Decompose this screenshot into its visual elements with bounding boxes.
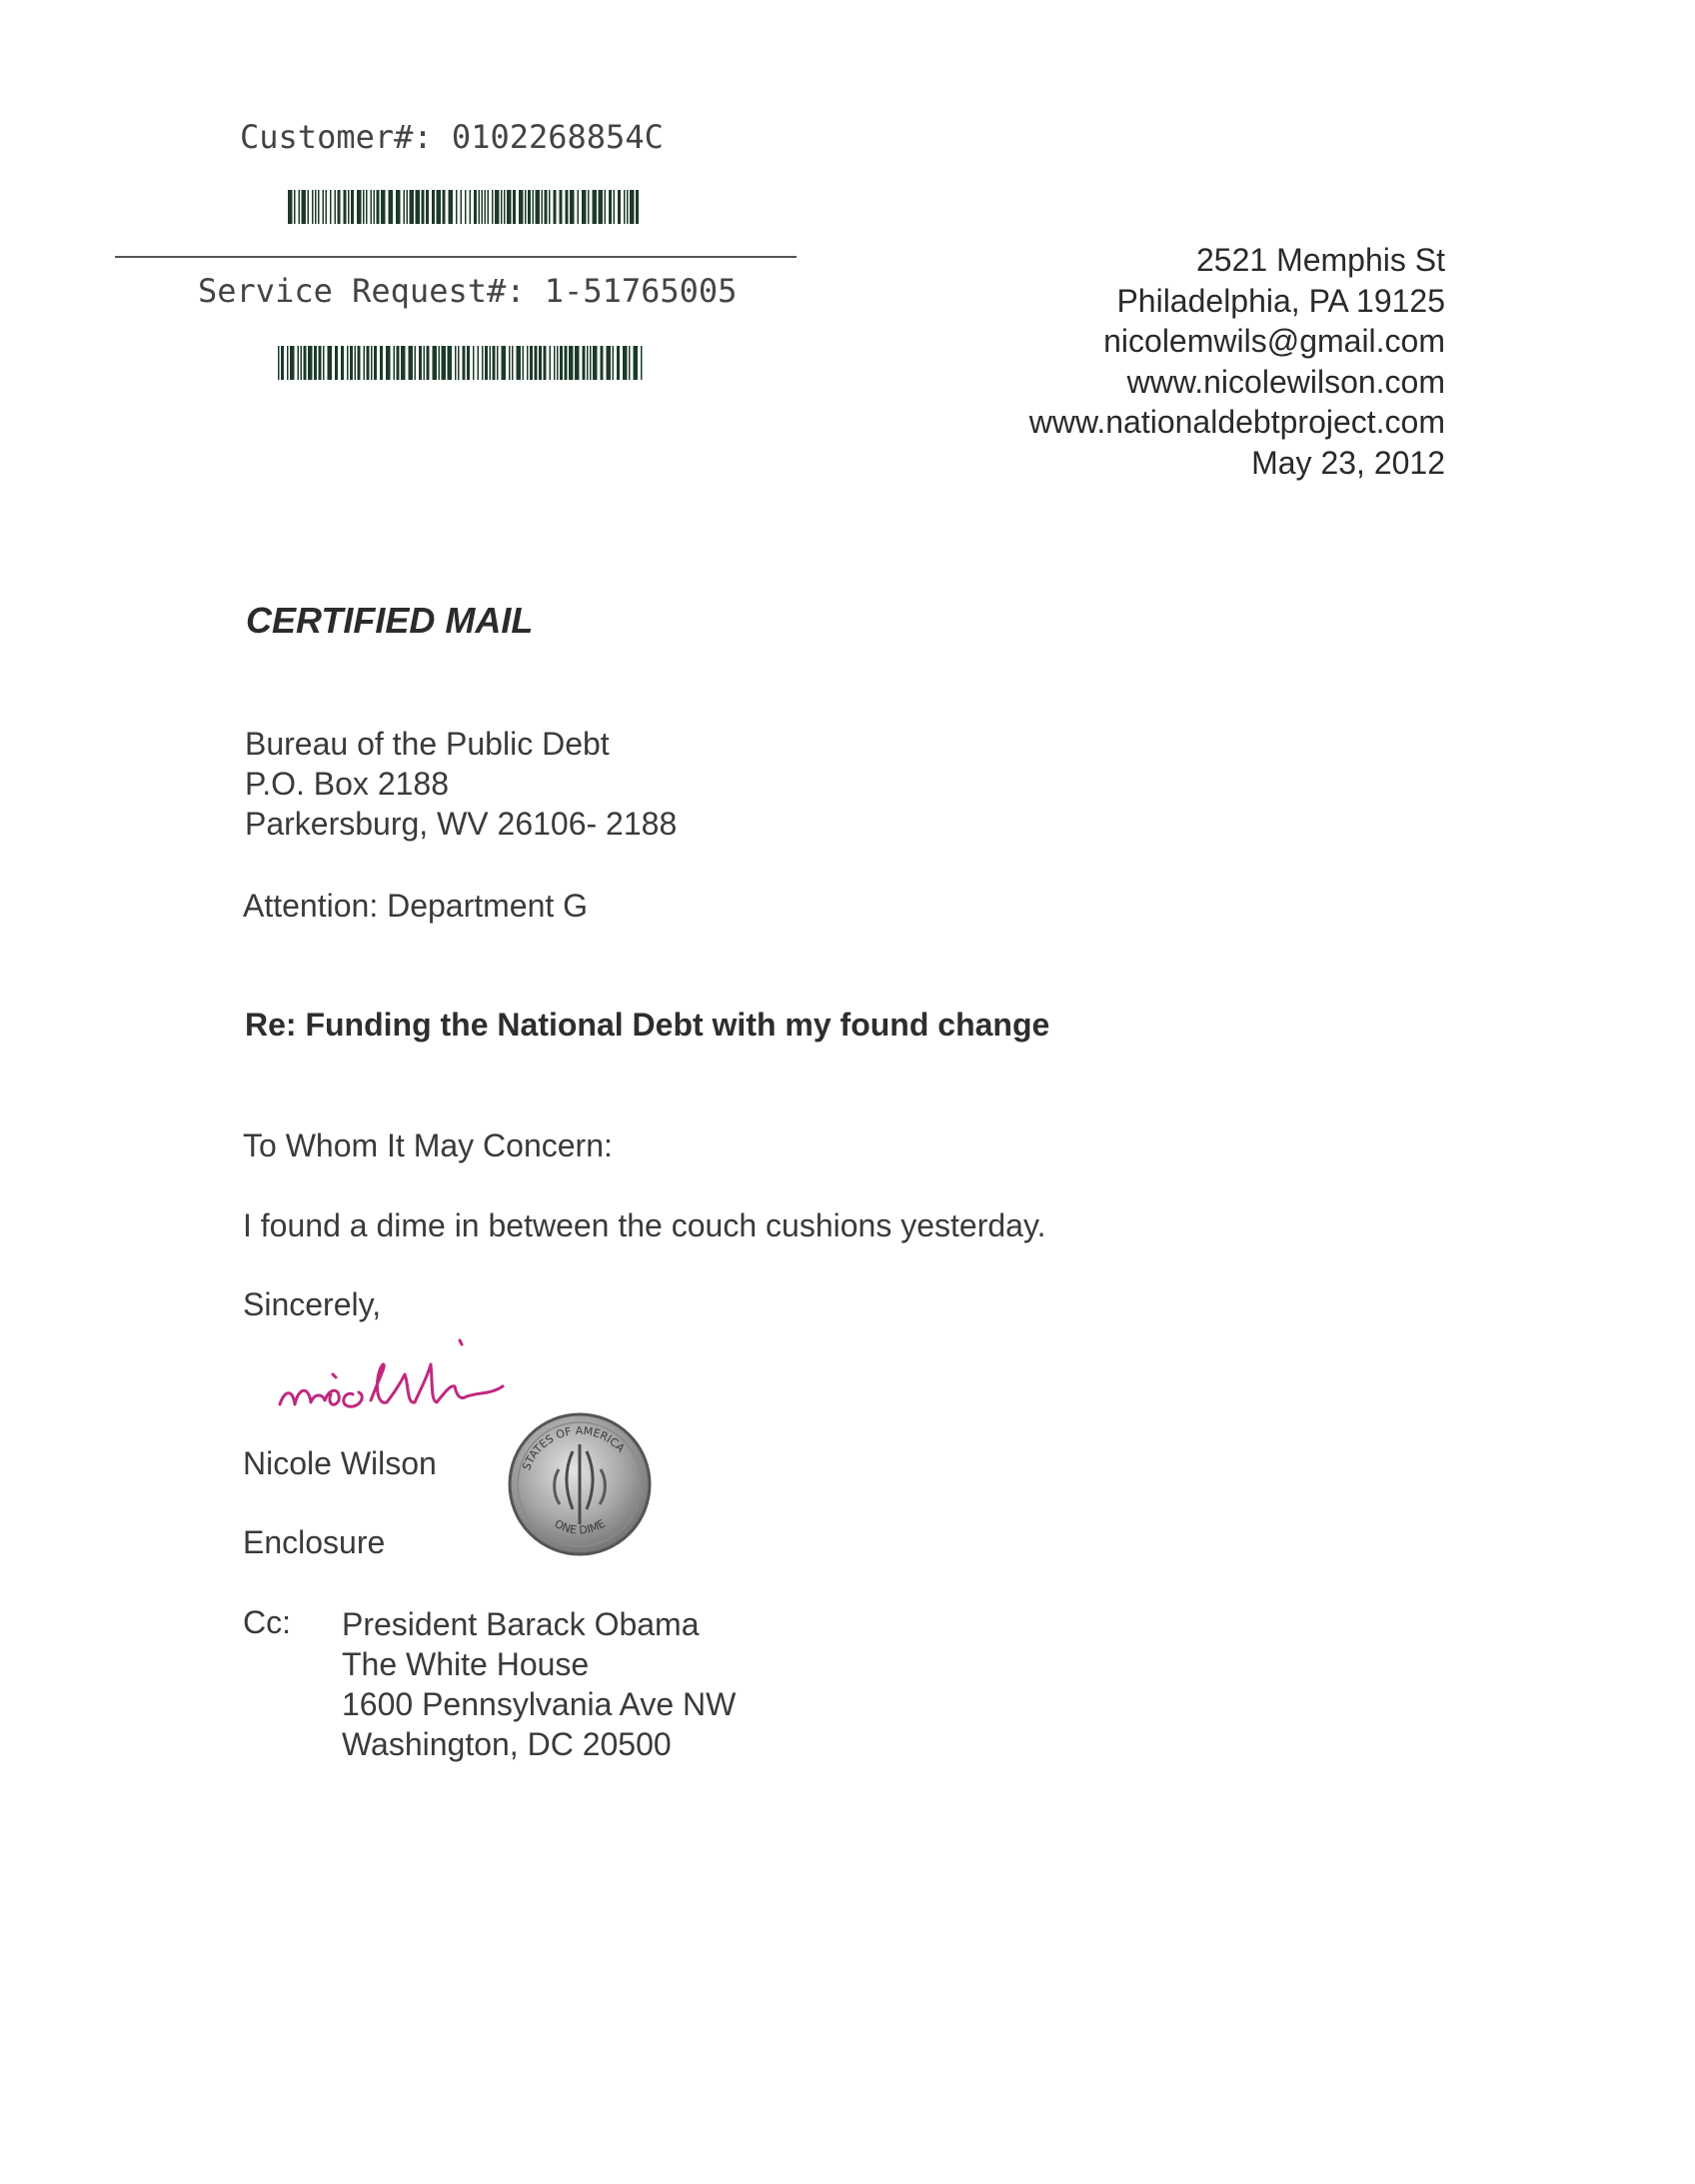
barcode-bar — [479, 190, 481, 224]
barcode-bar — [433, 346, 438, 380]
barcode-bar — [554, 190, 557, 224]
barcode-bar — [525, 190, 527, 224]
barcode-bar — [502, 346, 507, 380]
barcode-bar — [485, 190, 487, 224]
barcode-bar — [544, 346, 547, 380]
barcode-bar — [415, 346, 417, 380]
barcode-bar — [456, 190, 458, 224]
barcode-bar — [627, 190, 629, 224]
barcode-bar — [278, 346, 280, 380]
barcode-bar — [539, 346, 542, 380]
barcode-bar — [599, 190, 604, 224]
cc-name: President Barack Obama — [342, 1606, 700, 1642]
barcode-bar — [374, 346, 377, 380]
barcode-bar — [617, 346, 620, 380]
barcode-bar — [347, 346, 349, 380]
barcode-bar — [488, 190, 490, 224]
barcode-bar — [366, 190, 368, 224]
barcode-bar — [290, 346, 295, 380]
barcode-bar — [629, 346, 631, 380]
barcode-bar — [536, 190, 541, 224]
barcode-bar — [509, 346, 511, 380]
barcode-bar — [449, 190, 454, 224]
barcode-bar — [341, 346, 344, 380]
barcode-bar — [458, 346, 460, 380]
barcode-bar — [422, 190, 425, 224]
barcode-bar — [549, 190, 551, 224]
barcode-bar — [492, 190, 494, 224]
sender-city: Philadelphia, PA 19125 — [1116, 282, 1445, 319]
barcode-bar — [386, 346, 391, 380]
barcode-bar — [371, 190, 373, 224]
barcode-bar — [308, 346, 313, 380]
barcode-bar — [530, 346, 533, 380]
barcode-bar — [350, 346, 353, 380]
barcode-bar — [319, 346, 322, 380]
barcode-bar — [507, 190, 512, 224]
barcode-bar — [439, 346, 441, 380]
barcode-bar — [381, 190, 386, 224]
recipient-city: Parkersburg, WV 26106- 2188 — [245, 806, 678, 842]
coin-top-text: STATES OF AMERICA — [520, 1423, 628, 1472]
barcode-bar — [426, 190, 429, 224]
barcode-bar — [335, 190, 337, 224]
barcode-bar — [304, 346, 307, 380]
barcode-bar — [504, 190, 506, 224]
subject-line: Re: Funding the National Debt with my found change — [245, 1007, 1050, 1043]
barcode-bar — [533, 190, 535, 224]
barcode-bar — [294, 190, 296, 224]
barcode-bar — [497, 346, 499, 380]
barcode-bar — [613, 346, 615, 380]
barcode-bar — [523, 346, 525, 380]
barcode-bar — [473, 346, 475, 380]
barcode-bar — [493, 346, 496, 380]
barcode-bar — [302, 190, 307, 224]
cc-building: The White House — [342, 1646, 590, 1682]
recipient-name: Bureau of the Public Debt — [245, 726, 610, 762]
header-divider — [115, 256, 797, 258]
barcode-bar — [636, 190, 639, 224]
barcode-bar — [593, 190, 598, 224]
barcode-bar — [495, 190, 500, 224]
barcode-bar — [455, 346, 457, 380]
barcode-bar — [557, 346, 559, 380]
barcode-bar — [404, 190, 406, 224]
barcode-bar — [623, 346, 628, 380]
barcode-bar — [407, 190, 409, 224]
barcode-bar — [367, 346, 370, 380]
barcode-bar — [463, 346, 466, 380]
barcode-bar — [519, 190, 524, 224]
barcode-bar — [570, 190, 575, 224]
barcode-bar — [565, 346, 568, 380]
barcode-bar — [474, 190, 477, 224]
recipient-po-box: P.O. Box 2188 — [245, 766, 449, 802]
barcode-bar — [323, 190, 325, 224]
barcode-bar — [374, 190, 376, 224]
barcode-bar — [301, 346, 303, 380]
recipient-address-block — [245, 724, 677, 844]
barcode-bar — [588, 190, 590, 224]
barcode-bar — [419, 346, 422, 380]
certified-mail-heading: CERTIFIED MAIL — [246, 600, 534, 641]
service-request-number: Service Request#: 1-51765005 — [198, 272, 738, 310]
barcode-bar — [470, 190, 472, 224]
barcode-bar — [630, 190, 635, 224]
barcode-bar — [409, 346, 414, 380]
barcode-bar — [338, 190, 341, 224]
barcode-bar — [315, 190, 317, 224]
barcode-bar — [364, 346, 366, 380]
sender-website: www.nicolewilson.com — [1126, 363, 1445, 400]
barcode-bar — [314, 346, 317, 380]
barcode-bar — [358, 346, 361, 380]
barcode-bar — [357, 190, 362, 224]
barcode-bar — [287, 346, 289, 380]
barcode-bar — [641, 346, 643, 380]
barcode-bar — [335, 346, 338, 380]
barcode-bar — [298, 346, 300, 380]
barcode-bar — [363, 190, 365, 224]
barcode-bar — [371, 346, 373, 380]
dime-coin-image — [505, 1409, 655, 1559]
customer-number: Customer#: 0102268854C — [240, 118, 664, 156]
barcode-bar — [432, 190, 435, 224]
barcode-bar — [560, 346, 563, 380]
barcode-bar — [478, 346, 480, 380]
barcode-bar — [566, 190, 569, 224]
barcode-bar — [281, 346, 284, 380]
barcode-bar — [397, 346, 400, 380]
barcode-bar — [427, 346, 430, 380]
barcode-bar — [609, 190, 612, 224]
barcode-bar — [528, 190, 531, 224]
barcode-bar — [401, 346, 406, 380]
barcode-bar — [389, 190, 394, 224]
barcode-bar — [308, 190, 310, 224]
signer-name: Nicole Wilson — [243, 1445, 437, 1481]
barcode-bar — [482, 346, 484, 380]
cc-label: Cc: — [243, 1604, 291, 1640]
barcode-bar — [424, 346, 426, 380]
cc-street: 1600 Pennsylvania Ave NW — [342, 1686, 737, 1722]
sender-address-block — [1029, 240, 1445, 483]
barcode-bar — [607, 346, 612, 380]
barcode-bar — [554, 346, 556, 380]
barcode-bar — [465, 190, 467, 224]
barcode-bar — [380, 346, 383, 380]
barcode-bar — [513, 190, 516, 224]
barcode-bar — [344, 190, 347, 224]
barcode-bar — [618, 190, 621, 224]
barcode-bar — [542, 190, 544, 224]
coin-bottom-text: ONE DIME — [552, 1516, 608, 1537]
barcode-bar — [288, 190, 293, 224]
barcode-bar — [355, 346, 357, 380]
barcode-bar — [323, 346, 325, 380]
barcode-bar — [437, 190, 442, 224]
barcode-bar — [550, 346, 552, 380]
barcode-bar — [482, 190, 484, 224]
barcode-bar — [318, 190, 320, 224]
barcode-bar — [394, 346, 396, 380]
barcode-bar — [578, 190, 580, 224]
barcode-bar — [601, 346, 604, 380]
barcode-bar — [634, 346, 639, 380]
barcode-bar — [587, 346, 589, 380]
barcode-bar — [312, 190, 314, 224]
barcode-bar — [326, 190, 328, 224]
barcode-bar — [348, 190, 350, 224]
barcode-bar — [443, 190, 446, 224]
barcode-bar — [328, 346, 333, 380]
barcode-bar — [575, 346, 580, 380]
sender-street: 2521 Memphis St — [1195, 242, 1445, 278]
cc-city: Washington, DC 20500 — [342, 1726, 672, 1762]
attention-line: Attention: Department G — [243, 888, 589, 924]
barcode-bar — [351, 190, 354, 224]
closing: Sincerely, — [243, 1286, 382, 1322]
cc-address-block — [342, 1604, 736, 1764]
barcode-bar — [485, 346, 488, 380]
barcode-bar — [545, 190, 548, 224]
sender-email: nicolemwils@gmail.com — [1103, 323, 1445, 359]
barcode-bar — [517, 346, 522, 380]
barcode-bar — [582, 190, 587, 224]
barcode-bar — [416, 190, 421, 224]
letter-date: May 23, 2012 — [1251, 444, 1445, 481]
barcode-bar — [467, 346, 470, 380]
customer-barcode — [288, 190, 640, 224]
barcode-bar — [593, 346, 598, 380]
barcode-bar — [396, 190, 401, 224]
letter-body: I found a dime in between the couch cushions yesterday. — [243, 1207, 1046, 1243]
barcode-bar — [448, 346, 453, 380]
barcode-bar — [299, 190, 301, 224]
barcode-bar — [624, 190, 626, 224]
service-request-barcode — [278, 346, 646, 380]
barcode-bar — [501, 190, 503, 224]
barcode-bar — [535, 346, 538, 380]
barcode-bar — [605, 190, 607, 224]
barcode-bar — [377, 190, 380, 224]
barcode-bar — [410, 190, 415, 224]
barcode-bar — [512, 346, 514, 380]
barcode-bar — [527, 346, 529, 380]
barcode-bar — [461, 190, 463, 224]
barcode-bar — [330, 190, 332, 224]
barcode-bar — [590, 346, 592, 380]
barcode-bar — [490, 346, 492, 380]
barcode-bar — [569, 346, 574, 380]
enclosure-line: Enclosure — [243, 1524, 386, 1560]
salutation: To Whom It May Concern: — [243, 1127, 613, 1163]
barcode-bar — [442, 346, 447, 380]
sender-project-website: www.nationaldebtproject.com — [1028, 404, 1445, 440]
barcode-bar — [560, 190, 563, 224]
barcode-bar — [583, 346, 586, 380]
barcode-bar — [614, 190, 616, 224]
